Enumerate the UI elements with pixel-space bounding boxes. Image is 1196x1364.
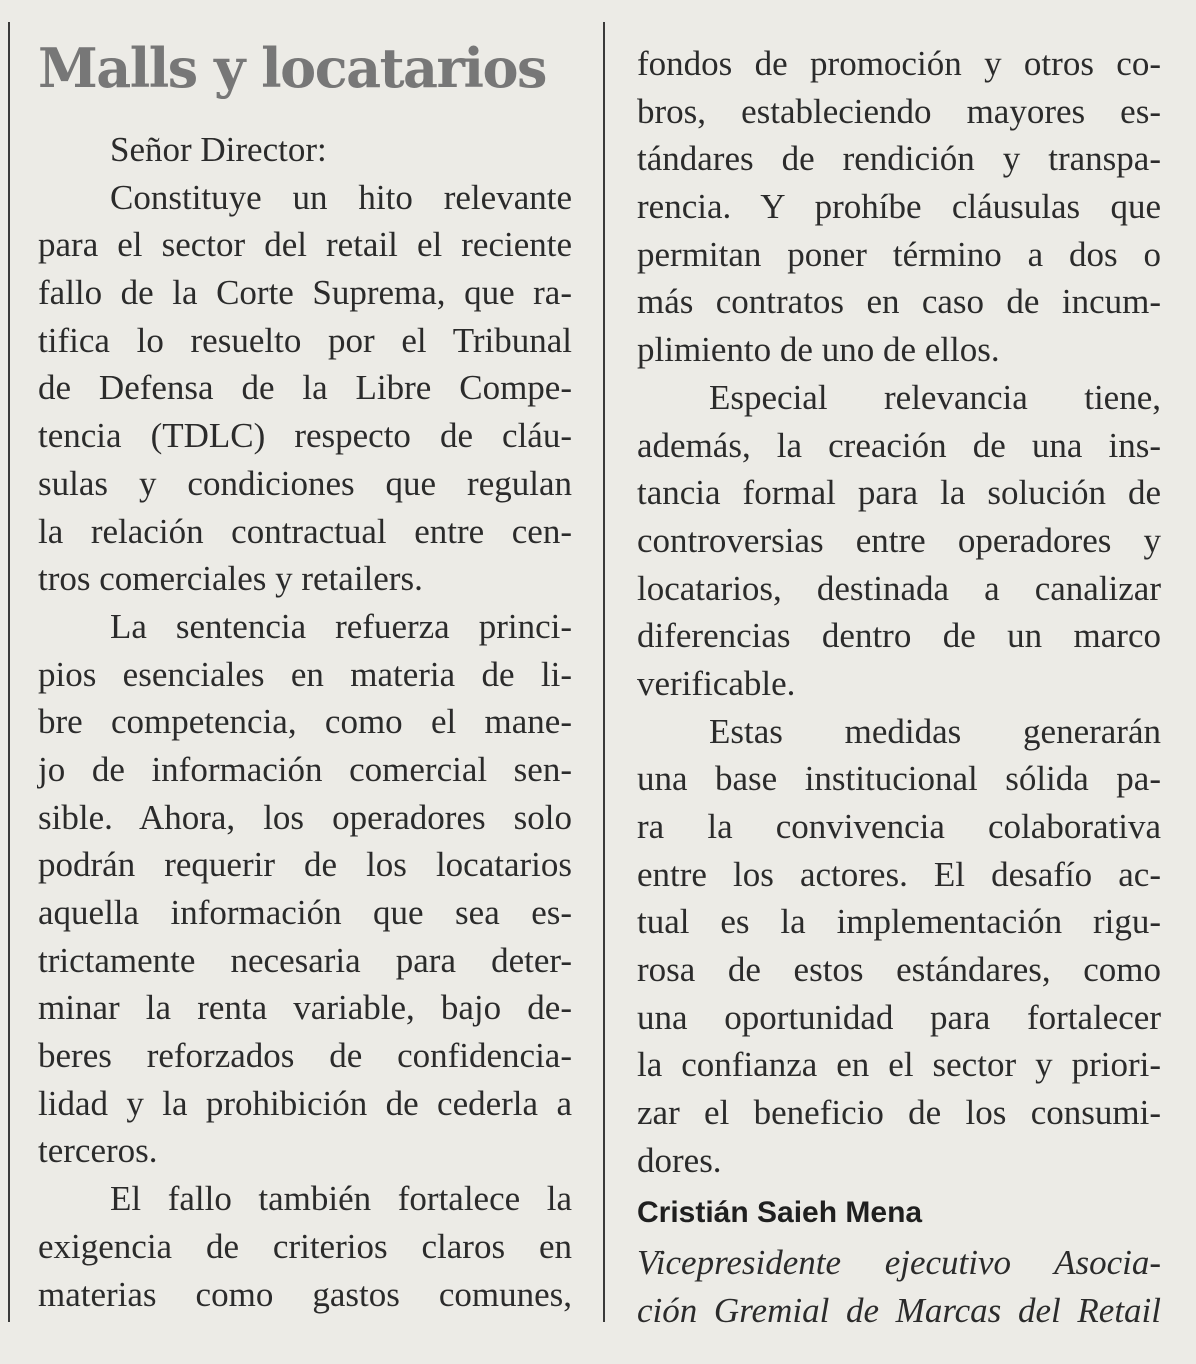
author-role — [637, 1239, 1161, 1334]
text-line: El fallo también fortalece la — [110, 1179, 572, 1219]
author-name: Cristián Saieh Mena — [637, 1196, 923, 1229]
text-line: la relación contractual entre cen- — [38, 511, 572, 551]
text-line: una oportunidad para fortalecer — [637, 997, 1161, 1037]
text-line: tros comerciales y retailers. — [38, 559, 423, 599]
text-line: pios esenciales en materia de li- — [38, 654, 572, 694]
text-line: diferencias dentro de un marco — [637, 616, 1161, 656]
text-line: tual es la implementación rigu- — [637, 902, 1161, 942]
letter-column-2 — [637, 40, 1161, 1185]
text-line: terceros. — [38, 1131, 158, 1171]
text-line: verificable. — [637, 663, 796, 703]
text-line: beres reforzados de confidencia- — [38, 1036, 572, 1076]
text-line: además, la creación de una ins- — [637, 425, 1161, 465]
letter-column-1 — [38, 126, 572, 1318]
text-line: plimiento de uno de ellos. — [637, 330, 1000, 370]
text-line: de Defensa de la Libre Compe- — [38, 368, 572, 408]
text-line: tifica lo resuelto por el Tribunal — [38, 320, 572, 360]
text-line: la confianza en el sector y priori- — [637, 1045, 1161, 1085]
text-line: para el sector del retail el reciente — [38, 225, 572, 265]
text-line: aquella información que sea es- — [38, 893, 572, 932]
text-line: tancia formal para la solución de — [637, 473, 1161, 513]
text-line: podrán requerir de los locatarios — [38, 845, 572, 885]
text-line: Constituye un hito relevante — [110, 177, 572, 217]
text-line: dores. — [637, 1140, 722, 1180]
text-line: trictamente necesaria para deter- — [38, 940, 572, 980]
text-line: tencia (TDLC) respecto de cláu- — [38, 416, 572, 456]
text-line: bre competencia, como el mane- — [38, 702, 572, 742]
text-line: una base institucional sólida pa- — [637, 759, 1161, 799]
text-line: zar el beneficio de los consumi- — [637, 1093, 1161, 1133]
salutation: Señor Director: — [110, 130, 327, 169]
text-line: exigencia de criterios claros en — [38, 1226, 572, 1266]
text-line: rosa de estos estándares, como — [637, 950, 1161, 990]
text-line: jo de información comercial sen- — [38, 749, 572, 789]
text-line: bros, estableciendo mayores es- — [637, 91, 1161, 131]
text-line: materias como gastos comunes, — [38, 1274, 572, 1314]
text-line: Estas medidas generarán — [709, 711, 1161, 751]
text-line: sulas y condiciones que regulan — [38, 463, 572, 503]
text-line: Especial relevancia tiene, — [709, 377, 1161, 417]
text-line: rencia. Y prohíbe cláusulas que — [637, 187, 1161, 227]
text-line: más contratos en caso de incum- — [637, 282, 1161, 322]
text-line: tándares de rendición y transpa- — [637, 139, 1161, 179]
text-line: La sentencia refuerza princi- — [110, 606, 572, 646]
text-line: permitan poner término a dos o — [637, 234, 1161, 274]
role-line: ción Gremial de Marcas del Retail — [637, 1290, 1161, 1330]
text-line: fondos de promoción y otros co- — [637, 44, 1161, 83]
text-line: controversias entre operadores y — [637, 520, 1161, 560]
text-line: lidad y la prohibición de cederla a — [38, 1083, 572, 1123]
text-line: ra la convivencia colaborativa — [637, 807, 1161, 846]
text-line: locatarios, destinada a canalizar — [637, 568, 1161, 608]
column-divider-rule — [603, 22, 605, 1322]
letter-headline: Malls y locatarios — [38, 36, 546, 100]
text-line: sible. Ahora, los operadores solo — [38, 797, 572, 837]
text-line: fallo de la Corte Suprema, que ra- — [38, 273, 572, 313]
left-column-rule — [8, 22, 10, 1322]
role-line: Vicepresidente ejecutivo Asocia- — [637, 1243, 1161, 1282]
text-line: entre los actores. El desafío ac- — [637, 854, 1161, 894]
text-line: minar la renta variable, bajo de- — [38, 988, 572, 1028]
